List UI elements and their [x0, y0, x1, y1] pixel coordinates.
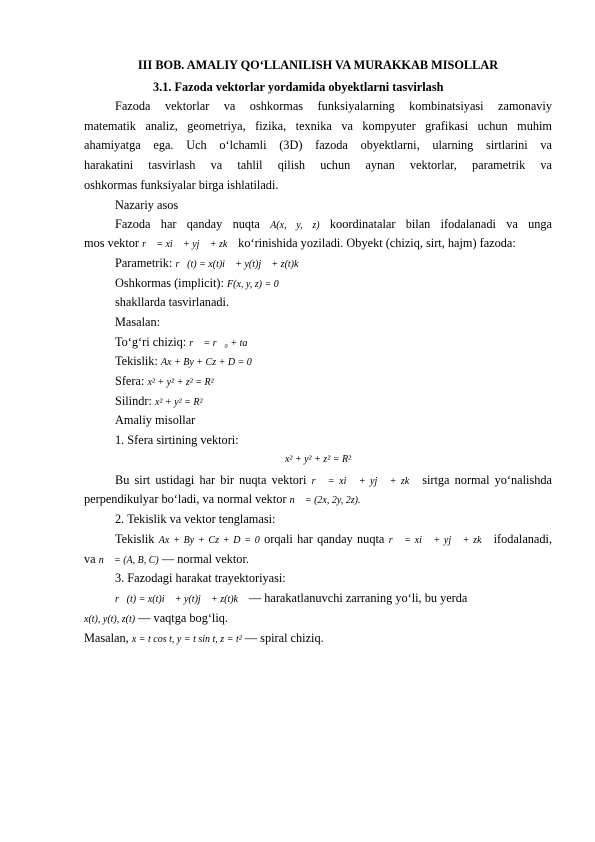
- parametric-line: [115, 255, 552, 273]
- plane-formula: Ax + By + Cz + D = 0: [158, 535, 260, 546]
- normal-formula: n⃗ = (A, B, C): [98, 555, 159, 566]
- practice-2-line-2: [84, 551, 552, 569]
- sphere-formula: x² + y² + z² = R²: [147, 377, 214, 388]
- example-plane: [115, 353, 552, 371]
- text-span: va: [84, 552, 96, 566]
- intro-line-1: Fazoda vektorlar va oshkormas funksiyalarning kombinatsiyasi zamonaviy: [115, 99, 552, 113]
- intro-line-3: ahamiyatga ega. Uch o‘lchamli (3D) fazoda obyektlarni, ularning sirtlarini va: [84, 138, 552, 152]
- vector-formula: r⃗ = xi⃗ + yj⃗ + zk⃗: [311, 476, 418, 487]
- text-span: Parametrik:: [115, 256, 173, 270]
- normal-formula: n⃗ = (2x, 2y, 2z).: [289, 495, 361, 506]
- text-span: — normal vektor.: [161, 552, 249, 566]
- example-cylinder: [115, 393, 552, 411]
- example-line: [115, 334, 552, 352]
- plane-formula: Ax + By + Cz + D = 0: [160, 357, 252, 368]
- point-formula: A(x, y, z): [270, 220, 320, 231]
- section-title: 3.1. Fazoda vektorlar yordamida obyektlarni tasvirlash: [153, 80, 444, 94]
- practice-3-title: 3. Fazodagi harakat trayektoriyasi:: [115, 571, 286, 585]
- theory-closing: shakllarda tasvirlanadi.: [115, 295, 230, 309]
- intro-line-5: oshkormas funksiyalar birga ishlatiladi.: [84, 178, 279, 192]
- examples-heading: Masalan:: [115, 315, 161, 329]
- implicit-line: [115, 275, 552, 293]
- coordinate-functions: x(t), y(t), z(t): [84, 614, 136, 625]
- practice-3-line-2: [84, 610, 552, 628]
- practice-2-title: 2. Tekislik va vektor tenglamasi:: [115, 512, 276, 526]
- example-sphere: [115, 373, 552, 391]
- text-span: Tekislik: [115, 532, 155, 546]
- text-span: orqali har qanday nuqta: [264, 532, 385, 546]
- vector-formula: r⃗ = xi⃗ + yj⃗ + zk⃗: [388, 535, 490, 546]
- intro-line-4: harakatini tasvirlash va tahlil qilish uchun aynan vektorlar, parametrik va: [84, 158, 552, 172]
- chapter-title: III BOB. AMALIY QO‘LLANILISH VA MURAKKAB MISOLLAR: [137, 58, 499, 72]
- trajectory-formula: r⃗(t) = x(t)i⃗ + y(t)j⃗ + z(t)k⃗: [115, 594, 246, 605]
- sphere-equation: x² + y² + z² = R²: [284, 454, 352, 465]
- practice-3-line-3: [84, 630, 552, 648]
- text-span: — spiral chiziq.: [244, 631, 324, 645]
- text-span: Fazoda har qanday nuqta: [115, 217, 260, 231]
- intro-line-2: matematik analiz, geometriya, fizika, texnika va kompyuter grafikasi uchun muhim: [84, 119, 552, 133]
- practice-heading: Amaliy misollar: [115, 413, 196, 427]
- text-span: ko‘rinishida yoziladi. Obyekt (chiziq, sirt, hajm) fazoda:: [238, 236, 516, 250]
- text-span: — vaqtga bog‘liq.: [138, 611, 228, 625]
- text-span: koordinatalar bilan ifodalanadi va unga: [329, 217, 553, 231]
- practice-3-line-1: [115, 590, 552, 608]
- text-span: Bu sirt ustidagi har bir nuqta vektori: [115, 473, 307, 487]
- practice-1-line-2: [84, 491, 552, 509]
- practice-1-title: 1. Sfera sirtining vektori:: [115, 433, 239, 447]
- theory-heading: Nazariy asos: [115, 198, 179, 212]
- text-span: mos vektor: [84, 236, 139, 250]
- parametric-formula: r⃗(t) = x(t)i⃗ + y(t)j⃗ + z(t)k⃗: [175, 259, 307, 270]
- vector-formula: r⃗ = xi⃗ + yj⃗ + zk⃗: [142, 239, 236, 250]
- text-span: Tekislik:: [115, 354, 158, 368]
- implicit-formula: F(x, y, z) = 0: [227, 279, 279, 290]
- practice-1-line-1: [115, 472, 552, 490]
- text-span: Sfera:: [115, 374, 145, 388]
- theory-line-1: [115, 216, 552, 234]
- cylinder-formula: x² + y² = R²: [154, 397, 203, 408]
- text-span: Oshkormas (implicit):: [115, 276, 224, 290]
- practice-2-line-1: [115, 531, 552, 549]
- text-span: To‘g‘ri chiziq:: [115, 335, 187, 349]
- text-span: sirtga normal yo‘nalishda: [422, 473, 553, 487]
- spiral-formula: x = t cos t, y = t sin t, z = t²: [131, 634, 242, 645]
- line-formula: r⃗ = r⃗₀ + ta⃗: [189, 338, 256, 349]
- text-span: Masalan,: [84, 631, 129, 645]
- text-span: ifodalanadi,: [493, 532, 553, 546]
- text-span: perpendikulyar bo‘ladi, va normal vektor: [84, 492, 287, 506]
- text-span: Silindr:: [115, 394, 152, 408]
- theory-line-2: [84, 235, 552, 253]
- text-span: — harakatlanuvchi zarraning yo‘li, bu yerda: [248, 591, 468, 605]
